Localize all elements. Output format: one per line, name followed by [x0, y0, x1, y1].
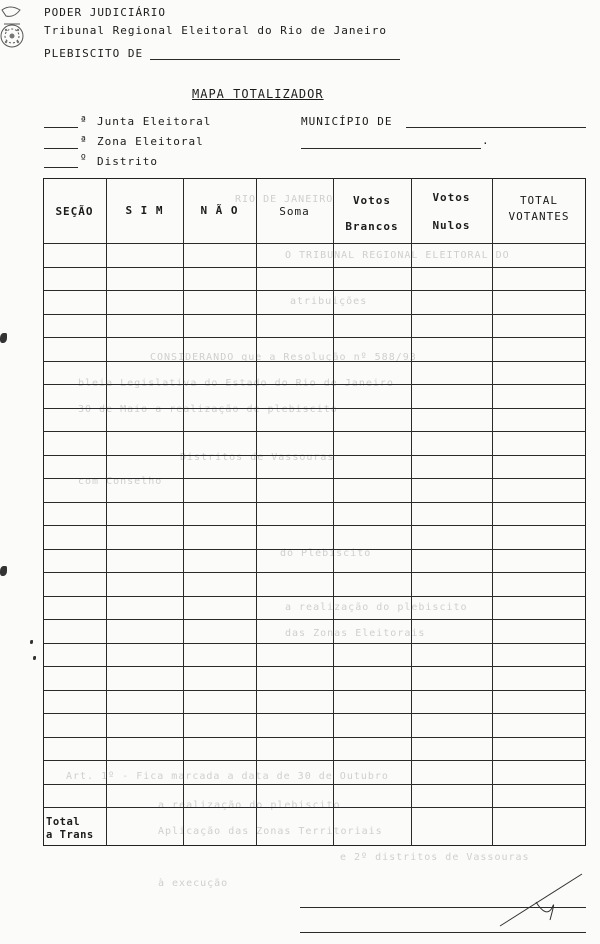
column-divider	[333, 178, 334, 846]
bleed-text: à execução	[158, 878, 229, 889]
zona-label: Zona Eleitoral	[97, 135, 204, 148]
municipio-period: .	[482, 134, 490, 147]
column-divider	[106, 178, 107, 846]
distrito-label: Distrito	[97, 155, 158, 168]
bleed-text: do Plebiscito	[280, 548, 372, 559]
table-row-line	[43, 737, 586, 738]
header-row-border	[43, 243, 586, 244]
speck	[30, 640, 33, 644]
coat-of-arms-seal	[0, 0, 34, 52]
total-transfer-label: Total a Trans	[46, 816, 94, 841]
bleed-text: a realização do plebiscito	[158, 800, 341, 811]
table-row-line	[43, 572, 586, 573]
table-row-line	[43, 314, 586, 315]
punch-mark	[0, 566, 7, 576]
column-header-soma: Soma	[279, 205, 310, 218]
bleed-text: Distritos de Vassouras	[180, 452, 335, 463]
column-divider	[411, 178, 412, 846]
zona-suffix: ª	[80, 134, 88, 147]
column-divider	[183, 178, 184, 846]
table-row-line	[43, 549, 586, 550]
punch-mark	[0, 333, 7, 343]
bleed-text: com Conselho	[78, 476, 163, 487]
table-row-line	[43, 760, 586, 761]
tribunal-name: Tribunal Regional Eleitoral do Rio de Janeiro	[44, 24, 388, 37]
table-row-line	[43, 290, 586, 291]
table-row-line	[43, 267, 586, 268]
table-row-line	[43, 643, 586, 644]
bleed-text: atribuições	[290, 296, 368, 307]
column-header-nao: N Ã O	[200, 204, 239, 217]
column-divider	[256, 178, 257, 846]
bleed-text: e 2º distritos de Vassouras	[340, 852, 530, 863]
column-header-votos-brancos: Votos Brancos	[345, 194, 399, 233]
signature-scribble	[496, 868, 586, 932]
signature-line-2	[300, 932, 586, 933]
table-row-line	[43, 408, 586, 409]
table-row-line	[43, 690, 586, 691]
bleed-text: RIO DE JANEIRO	[235, 194, 334, 205]
column-header-votos-nulos: Votos Nulos	[432, 191, 471, 232]
table-row-line	[43, 525, 586, 526]
column-header-total-votantes: TOTAL VOTANTES	[508, 194, 570, 223]
table-row-line	[43, 596, 586, 597]
municipio-line-2	[301, 148, 481, 149]
municipio-line	[406, 127, 586, 128]
table-row-line	[43, 455, 586, 456]
bleed-text: CONSIDERANDO que a Resolução nº 588/93	[150, 352, 417, 363]
junta-number-line	[44, 127, 78, 128]
table-row-line	[43, 713, 586, 714]
table-row-line	[43, 431, 586, 432]
column-divider	[492, 178, 493, 846]
bleed-text: 30 de Maio a realização de plebiscito	[78, 404, 338, 415]
distrito-number-line	[44, 167, 78, 168]
bleed-text: das Zonas Eleitorais	[285, 628, 426, 639]
bleed-text: bleia Legislativa do Estado do Rio de Janeiro	[78, 378, 394, 389]
signature-line	[300, 907, 586, 908]
municipio-label: MUNICÍPIO DE	[301, 115, 393, 128]
table-row-line	[43, 666, 586, 667]
table-row-line	[43, 478, 586, 479]
junta-suffix: ª	[80, 114, 88, 127]
speck	[33, 656, 36, 660]
table-row-line	[43, 619, 586, 620]
zona-number-line	[44, 148, 78, 149]
table-row-line	[43, 337, 586, 338]
column-header-secao: SEÇÃO	[55, 205, 94, 218]
table-row-line	[43, 807, 586, 808]
table-row-line	[43, 384, 586, 385]
table-row-line	[43, 502, 586, 503]
bleed-text: O TRIBUNAL REGIONAL ELEITORAL DO	[285, 250, 510, 261]
bleed-text: Art. 1º - Fica marcada a data de 30 de Outubro	[66, 771, 389, 782]
form-title: MAPA TOTALIZADOR	[192, 87, 324, 101]
bleed-text: Aplicação das Zonas Territoriais	[158, 826, 383, 837]
plebiscite-label: PLEBISCITO DE	[44, 47, 144, 60]
table-row-line	[43, 784, 586, 785]
column-header-sim: S I M	[125, 204, 164, 217]
junta-label: Junta Eleitoral	[97, 115, 212, 128]
plebiscite-line	[150, 59, 400, 60]
bleed-text: a realização do plebiscito	[285, 602, 468, 613]
table-row-line	[43, 361, 586, 362]
distrito-suffix: º	[80, 152, 88, 165]
court-name: PODER JUDICIÁRIO	[44, 6, 166, 19]
totalizer-table	[43, 178, 586, 846]
